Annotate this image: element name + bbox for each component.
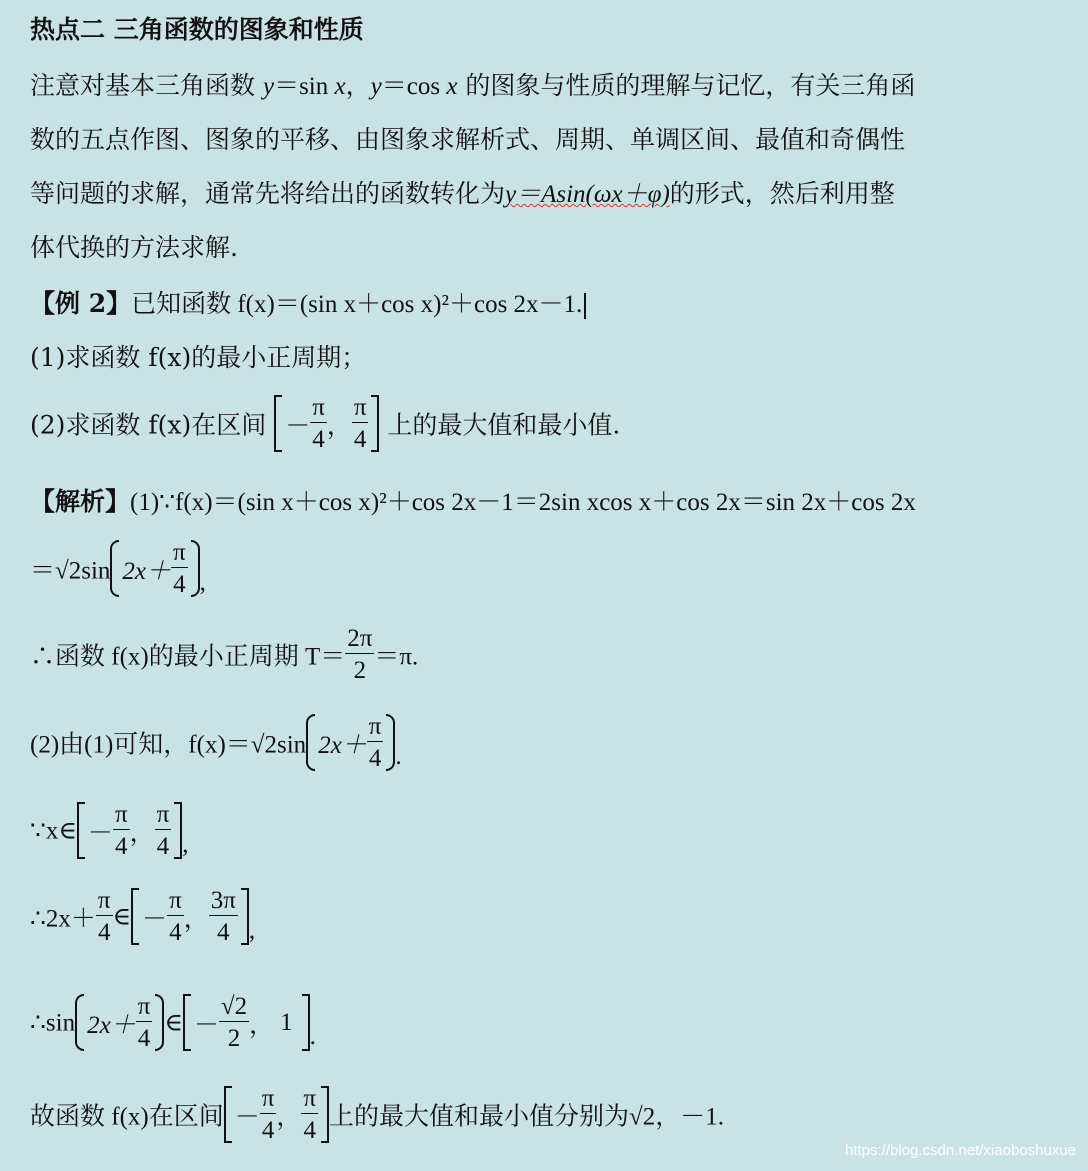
solution-line-8 [30, 1086, 724, 1143]
fraction-pi-over-4 [171, 540, 188, 597]
comma: ， [249, 1011, 275, 1039]
intro-text: 等问题的求解，通常先将给出的函数转化为 [30, 179, 506, 208]
fraction-pi-over-4 [96, 888, 113, 945]
denominator: 4 [173, 571, 186, 598]
var-x: x [446, 73, 458, 100]
question-2-text: (2)求函数 f(x)在区间 [30, 410, 267, 440]
solution-text: (1)∵f(x)＝(sin x＋cos x)²＋cos 2x－1＝2sin xcos x＋cos 2x＝sin 2x＋cos 2x [130, 489, 916, 516]
solution-text: 故函数 f(x)在区间 [30, 1103, 224, 1131]
solution-text: ∴2x＋ [30, 905, 96, 933]
left-paren [306, 714, 315, 771]
solution-text: ＝π. [374, 643, 419, 671]
fraction-pi-over-4 [260, 1086, 277, 1143]
minus-sign: － [142, 905, 168, 933]
numerator: π [137, 993, 151, 1020]
fraction-pi-over-4 [301, 1086, 318, 1143]
numerator: √2 [220, 993, 248, 1020]
numerator: 2π [347, 625, 373, 652]
numerator: π [114, 801, 128, 828]
paren-group [110, 540, 199, 597]
solution-text: ∴sin [30, 1009, 76, 1037]
minus-sign: － [193, 1011, 219, 1039]
left-bracket [224, 1086, 232, 1143]
punctuation: , [182, 831, 189, 858]
interval-bracket [131, 888, 249, 945]
intro-text: 的图象与性质的理解与记忆，有关三角函 [457, 71, 916, 100]
numerator: π [261, 1085, 275, 1112]
numerator: π [312, 394, 325, 421]
denominator: 4 [368, 745, 382, 772]
text-cursor [584, 293, 586, 319]
comma: ， [183, 905, 209, 933]
expr-2x-plus: 2x＋ [122, 557, 172, 585]
section-heading: 热点二 三角函数的图象和性质 [30, 15, 364, 44]
punctuation: , [248, 917, 256, 944]
numerator: π [353, 394, 367, 421]
solution-tag: 【解析】 [30, 489, 131, 516]
comma: ， [276, 1103, 302, 1131]
denominator: 2 [353, 657, 367, 684]
fraction-pi-over-4 [367, 714, 384, 771]
expr-2x-plus: 2x＋ [318, 731, 367, 759]
right-bracket [321, 1086, 329, 1143]
solution-line-7 [30, 994, 316, 1051]
fraction-2pi-over-2 [345, 626, 374, 683]
expr-2x-plus: 2x＋ [87, 1011, 136, 1039]
intro-text: ， [345, 71, 371, 100]
intro-text: ＝sin [274, 73, 335, 100]
left-paren [75, 994, 84, 1051]
example-tag: 【例 2】 [30, 289, 132, 318]
minus-sign: － [87, 819, 113, 847]
interval-bracket [274, 395, 379, 452]
denominator: 4 [115, 833, 128, 860]
var-x: x [334, 73, 346, 100]
right-bracket [302, 994, 310, 1051]
left-bracket [131, 888, 139, 945]
intro-text: ＝cos [381, 73, 447, 100]
fraction-pi-over-4 [113, 802, 130, 859]
numerator: π [169, 887, 182, 914]
interval-bracket [183, 994, 310, 1051]
value-one: 1 [280, 1008, 293, 1036]
left-bracket [183, 994, 191, 1051]
minus-sign: － [285, 412, 311, 440]
solution-text: ＝√2sin [30, 557, 111, 585]
right-paren [155, 994, 164, 1051]
solution-line-1 [30, 482, 916, 518]
element-of: ∈ [112, 903, 132, 931]
solution-text: ∵x∈ [30, 817, 77, 845]
intro-line-4: 体代换的方法求解. [30, 233, 238, 262]
denominator: 4 [97, 919, 111, 946]
fraction-3pi-over-4 [209, 888, 238, 945]
numerator: π [156, 801, 170, 828]
question-2-text: 上的最大值和最小值. [387, 410, 621, 440]
fraction-pi-over-4 [167, 888, 184, 945]
formula-general: y＝Asin(ωx＋φ) [505, 181, 670, 208]
numerator: π [173, 539, 186, 566]
solution-text: ∴函数 f(x)的最小正周期 T＝ [30, 643, 346, 671]
punctuation: , [199, 569, 206, 596]
comma: ， [129, 819, 155, 847]
fraction-sqrt2-over-2 [219, 994, 249, 1051]
solution-line-6 [30, 888, 255, 945]
solution-line-2 [30, 540, 206, 597]
right-bracket [174, 802, 182, 859]
denominator: 4 [303, 1117, 316, 1144]
numerator: π [368, 713, 382, 740]
var-y: y [370, 73, 382, 100]
right-bracket [241, 888, 249, 945]
intro-line-2: 数的五点作图、图象的平移、由图象求解析式、周期、单调区间、最值和奇偶性 [30, 125, 906, 154]
denominator: 4 [217, 919, 230, 946]
minus-sign: － [234, 1103, 260, 1131]
punctuation: . [395, 743, 402, 770]
solution-line-4 [30, 714, 402, 771]
intro-text: 的形式，然后利用整 [669, 179, 895, 208]
denominator: 4 [137, 1025, 151, 1052]
interval-bracket [77, 802, 182, 859]
question-2 [30, 395, 620, 452]
paren-group [306, 714, 395, 771]
right-paren [191, 540, 200, 597]
watermark: https://blog.csdn.net/xiaoboshuxue [845, 1142, 1076, 1159]
denominator: 2 [227, 1025, 241, 1052]
numerator: 3π [210, 887, 236, 914]
solution-line-3 [30, 626, 418, 683]
right-bracket [371, 395, 379, 452]
intro-line-1 [30, 66, 915, 102]
fraction-pi-over-4 [352, 395, 369, 452]
comma: ， [326, 412, 352, 440]
punctuation: . [309, 1023, 316, 1050]
example-text: 已知函数 f(x)＝(sin x＋cos x)²＋cos 2x－1. [131, 291, 583, 318]
left-bracket [274, 395, 282, 452]
solution-line-5 [30, 802, 188, 859]
interval-bracket [224, 1086, 329, 1143]
solution-text: (2)由(1)可知，f(x)＝√2sin [30, 731, 307, 759]
left-bracket [77, 802, 85, 859]
denominator: 4 [312, 426, 325, 453]
numerator: π [303, 1085, 317, 1112]
example-line [30, 284, 586, 320]
element-of: ∈ [164, 1009, 183, 1037]
numerator: π [97, 887, 111, 914]
var-y: y [262, 73, 275, 100]
denominator: 4 [261, 1117, 275, 1144]
denominator: 4 [169, 919, 182, 946]
question-1: (1)求函数 f(x)的最小正周期； [30, 343, 367, 372]
intro-text: 注意对基本三角函数 [30, 71, 263, 100]
left-paren [110, 540, 119, 597]
intro-line-3 [30, 174, 895, 210]
fraction-pi-over-4 [155, 802, 172, 859]
fraction-pi-over-4 [136, 994, 153, 1051]
denominator: 4 [156, 833, 170, 860]
paren-group [75, 994, 164, 1051]
denominator: 4 [353, 426, 367, 453]
solution-text: 上的最大值和最小值分别为√2，－1. [329, 1103, 724, 1131]
fraction-neg-pi-over-4 [310, 395, 327, 452]
